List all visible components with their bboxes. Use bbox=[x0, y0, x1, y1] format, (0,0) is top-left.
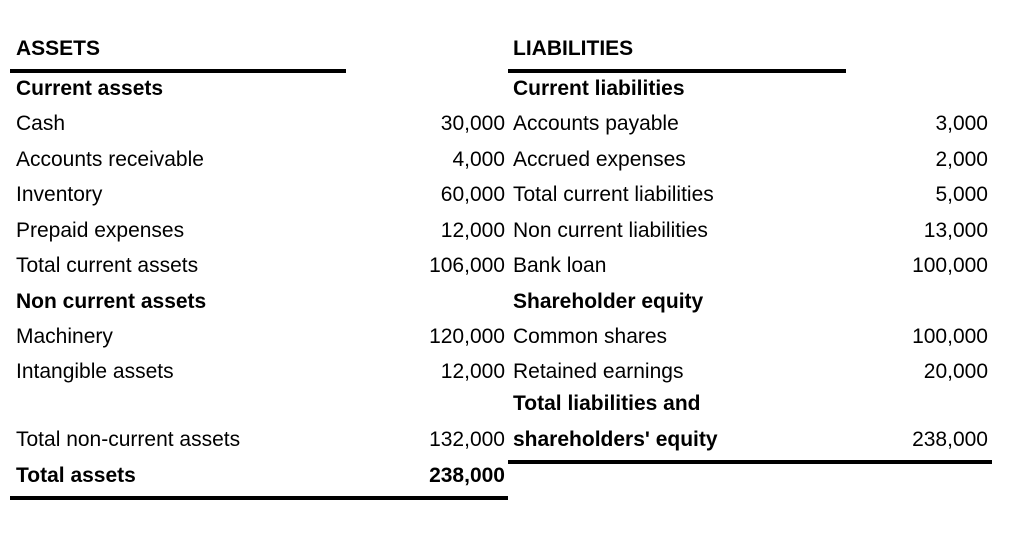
asset-label-intangible: Intangible assets bbox=[16, 360, 174, 383]
asset-value-intangible: 12,000 bbox=[440, 360, 505, 383]
total-liabilities-label-line2: shareholders' equity bbox=[513, 428, 718, 451]
asset-value-total-noncurrent: 132,000 bbox=[429, 428, 505, 451]
asset-value-inventory: 60,000 bbox=[440, 183, 505, 206]
total-assets-label: Total assets bbox=[16, 464, 136, 487]
asset-label-cash: Cash bbox=[16, 112, 66, 135]
liability-label-noncurrent: Non current liabilities bbox=[513, 219, 708, 242]
current-assets-title: Current assets bbox=[16, 77, 164, 100]
total-liabilities-value: 238,000 bbox=[912, 428, 988, 451]
liability-value-noncurrent: 13,000 bbox=[923, 219, 988, 242]
liability-label-accounts-payable: Accounts payable bbox=[513, 112, 679, 135]
asset-value-total-current: 106,000 bbox=[429, 254, 505, 277]
equity-value-retained-earnings: 20,000 bbox=[923, 360, 988, 383]
total-assets-rule bbox=[10, 496, 508, 500]
total-liabilities-rule bbox=[508, 460, 992, 464]
current-liabilities-title: Current liabilities bbox=[513, 77, 685, 100]
assets-header: ASSETS bbox=[16, 37, 101, 60]
assets-header-rule bbox=[10, 69, 346, 73]
asset-value-machinery: 120,000 bbox=[429, 325, 505, 348]
asset-label-inventory: Inventory bbox=[16, 183, 103, 206]
asset-value-accounts-receivable: 4,000 bbox=[452, 148, 505, 171]
noncurrent-assets-title: Non current assets bbox=[16, 290, 207, 313]
liabilities-header-rule bbox=[508, 69, 846, 73]
shareholder-equity-title: Shareholder equity bbox=[513, 290, 704, 313]
asset-label-prepaid-expenses: Prepaid expenses bbox=[16, 219, 185, 242]
liability-value-accounts-payable: 3,000 bbox=[935, 112, 988, 135]
asset-label-total-noncurrent: Total non-current assets bbox=[16, 428, 241, 451]
asset-label-machinery: Machinery bbox=[16, 325, 113, 348]
asset-label-total-current: Total current assets bbox=[16, 254, 199, 277]
liabilities-header: LIABILITIES bbox=[513, 37, 634, 60]
asset-value-prepaid-expenses: 12,000 bbox=[440, 219, 505, 242]
liability-label-total-current: Total current liabilities bbox=[513, 183, 714, 206]
liability-value-total-current: 5,000 bbox=[935, 183, 988, 206]
equity-label-retained-earnings: Retained earnings bbox=[513, 360, 684, 383]
liability-label-accrued-expenses: Accrued expenses bbox=[513, 148, 686, 171]
liability-value-bank-loan: 100,000 bbox=[912, 254, 988, 277]
total-liabilities-label-line1: Total liabilities and bbox=[513, 392, 701, 415]
liability-label-bank-loan: Bank loan bbox=[513, 254, 607, 277]
asset-value-cash: 30,000 bbox=[440, 112, 505, 135]
asset-label-accounts-receivable: Accounts receivable bbox=[16, 148, 204, 171]
total-assets-value: 238,000 bbox=[429, 464, 505, 487]
liability-value-accrued-expenses: 2,000 bbox=[935, 148, 988, 171]
equity-value-common-shares: 100,000 bbox=[912, 325, 988, 348]
equity-label-common-shares: Common shares bbox=[513, 325, 668, 348]
